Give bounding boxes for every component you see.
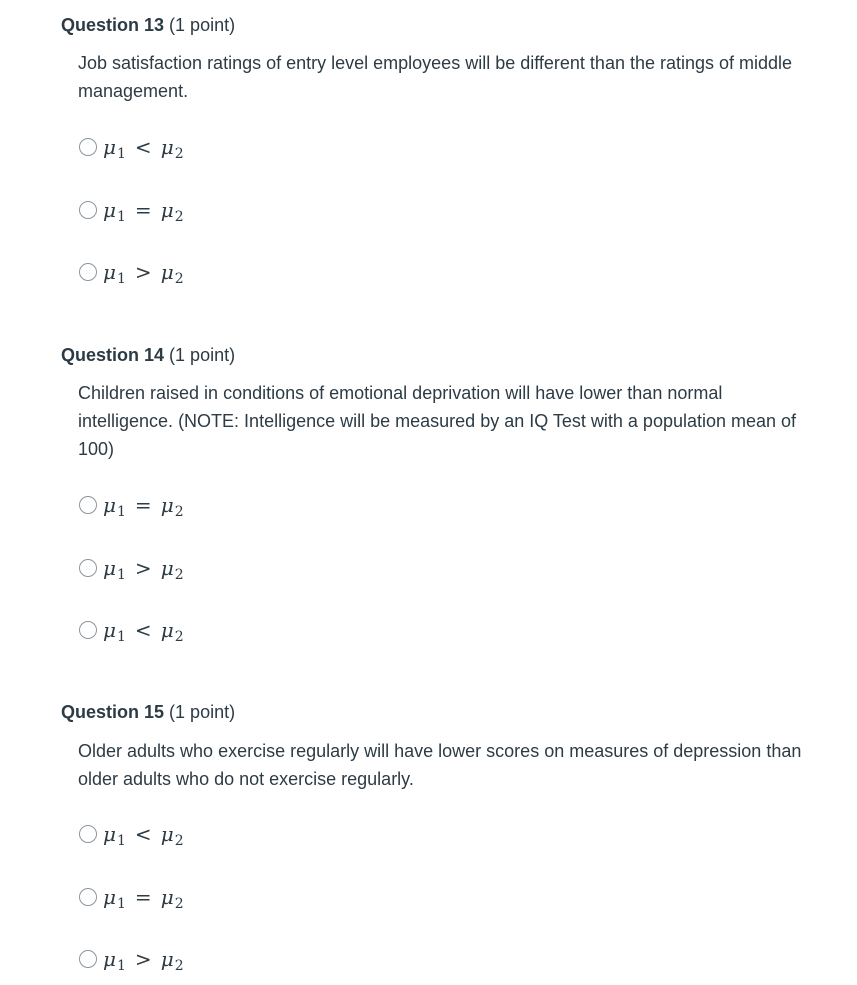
operator: < [134,135,152,159]
subscript: 2 [174,504,184,520]
mu-symbol: μ [103,260,116,284]
subscript: 2 [174,271,184,287]
subscript: 2 [174,629,184,645]
answer-label [103,885,184,912]
operator: = [134,198,152,222]
mu-symbol: μ [160,618,174,642]
mu-symbol: μ [160,260,174,284]
answer-option[interactable] [79,197,184,223]
question-header [61,701,235,723]
radio-button[interactable] [79,621,97,639]
subscript: 2 [174,958,184,974]
radio-button[interactable] [79,496,97,514]
mu-symbol: μ [103,556,116,580]
answer-label [103,556,184,583]
operator: = [134,885,152,909]
subscript: 2 [174,209,184,225]
mu-symbol: μ [160,493,174,517]
answer-label [103,135,184,162]
radio-button[interactable] [79,201,97,219]
answer-label [103,822,184,849]
mu-symbol: μ [160,135,174,159]
mu-symbol: μ [160,556,174,580]
answer-option[interactable] [79,617,184,643]
answer-label [103,493,184,520]
mu-symbol: μ [160,885,174,909]
answer-label [103,618,184,645]
question-text: Older adults who exercise regularly will have lower scores on measures of depression than older adults who do not exercise regularly. [78,741,802,789]
answer-option[interactable] [79,555,184,581]
question-points: (1 point) [169,702,236,722]
answer-option[interactable] [79,821,184,847]
radio-button[interactable] [79,825,97,843]
answer-option[interactable] [79,492,184,518]
answer-option[interactable] [79,884,184,910]
subscript: 1 [117,567,126,583]
subscript: 1 [117,833,126,849]
operator: > [134,556,152,580]
answer-option[interactable] [79,946,184,972]
radio-button[interactable] [79,138,97,156]
question-title: Question 15 [61,702,165,722]
operator: < [134,822,152,846]
answer-label [103,947,184,974]
subscript: 1 [117,271,126,287]
question-title: Question 14 [61,345,165,365]
question-header [61,14,235,36]
subscript: 1 [117,896,126,912]
mu-symbol: μ [103,885,116,909]
question-title: Question 13 [61,15,165,35]
question-text: Job satisfaction ratings of entry level employees will be different than the ratings of middle management. [78,53,793,101]
subscript: 1 [117,209,126,225]
answer-label [103,198,184,225]
answer-option[interactable] [79,134,184,160]
subscript: 1 [117,958,126,974]
mu-symbol: μ [103,135,116,159]
radio-button[interactable] [79,888,97,906]
mu-symbol: μ [160,198,174,222]
subscript: 1 [117,146,126,162]
question-header [61,344,235,366]
mu-symbol: μ [103,822,116,846]
subscript: 2 [174,833,184,849]
operator: = [134,493,152,517]
answer-option[interactable] [79,259,184,285]
radio-button[interactable] [79,950,97,968]
mu-symbol: μ [103,198,116,222]
operator: > [134,260,152,284]
subscript: 1 [117,504,126,520]
mu-symbol: μ [103,947,116,971]
subscript: 2 [174,567,184,583]
question-text: Children raised in conditions of emotional deprivation will have lower than normal intelligence. (NOTE: Intelligence will be measured by an IQ Test with a population mean of 100) [78,383,797,459]
radio-button[interactable] [79,263,97,281]
answer-label [103,260,184,287]
mu-symbol: μ [160,947,174,971]
radio-button[interactable] [79,559,97,577]
operator: < [134,618,152,642]
mu-symbol: μ [160,822,174,846]
question-points: (1 point) [169,345,236,365]
question-points: (1 point) [169,15,236,35]
mu-symbol: μ [103,493,116,517]
subscript: 2 [174,896,184,912]
subscript: 2 [174,146,184,162]
subscript: 1 [117,629,126,645]
operator: > [134,947,152,971]
mu-symbol: μ [103,618,116,642]
